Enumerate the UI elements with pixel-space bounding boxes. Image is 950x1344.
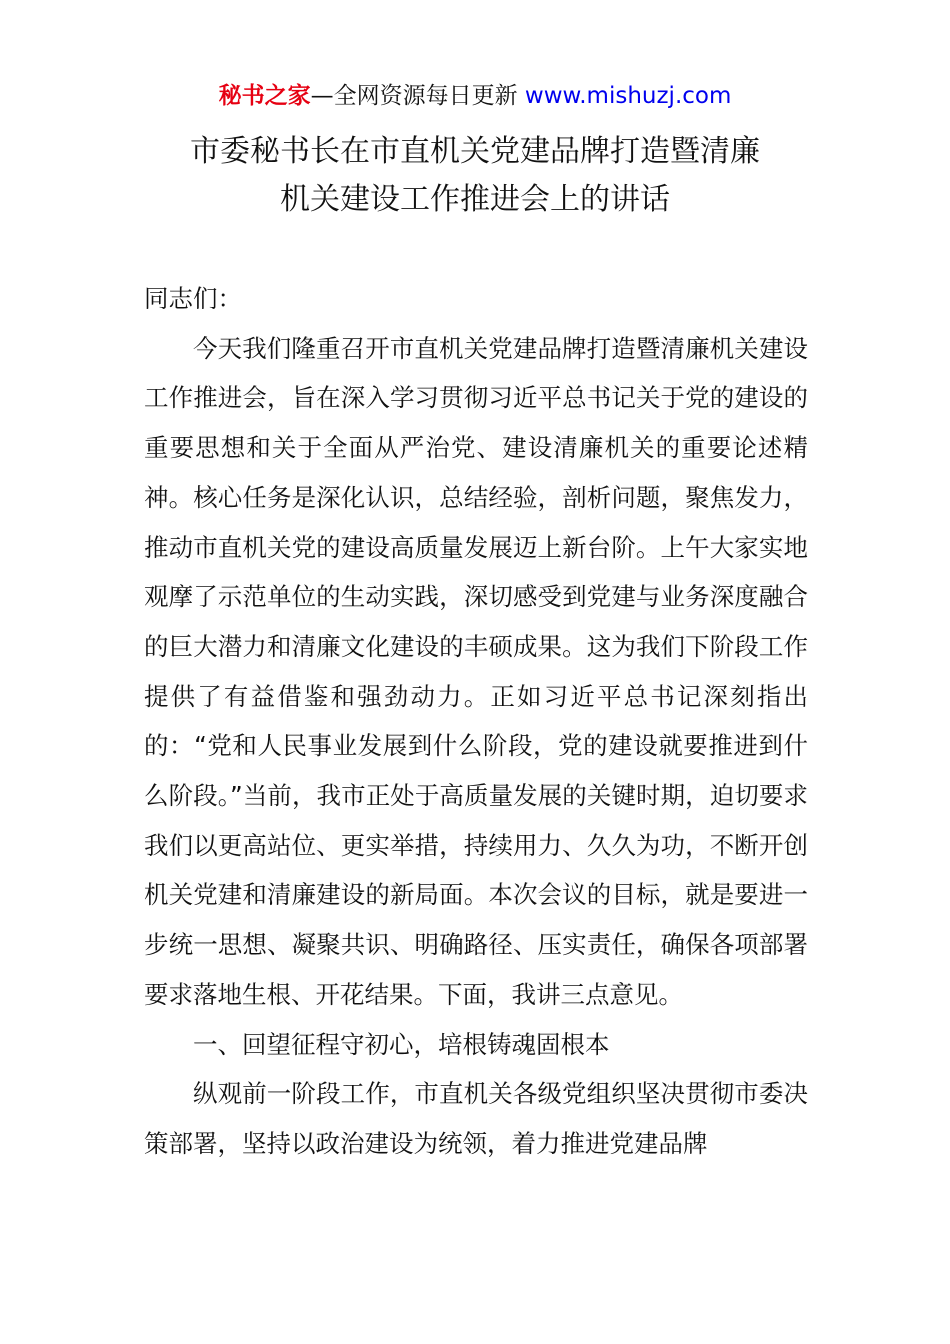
title-line-1: 市委秘书长在市直机关党建品牌打造暨清廉 bbox=[190, 134, 760, 169]
site-url-link[interactable]: www.mishuzj.com bbox=[524, 83, 732, 109]
section-1-paragraph: 纵观前一阶段工作，市直机关各级党组织坚决贯彻市委决策部署，坚持以政治建设为统领，着力推进党建品牌 bbox=[144, 1079, 808, 1158]
document-title bbox=[0, 128, 950, 224]
brand-name: 秘书之家 bbox=[218, 83, 311, 109]
section-heading-1: 一、回望征程守初心，培根铸魂固根本 bbox=[193, 1029, 610, 1059]
title-line-2: 机关建设工作推进会上的讲话 bbox=[280, 182, 670, 217]
document-body bbox=[144, 274, 808, 1169]
salutation: 同志们： bbox=[144, 284, 242, 313]
opening-paragraph: 今天我们隆重召开市直机关党建品牌打造暨清廉机关建设工作推进会，旨在深入学习贯彻习近平总书记关于党的建设的重要思想和关于全面从严治党、建设清廉机关的重要论述精神。核心任务是深化认识，总结经验，剖析问题，聚焦发力，推动市直机关党的建设高质量发展迈上新台阶。上午大家实地观摩了示范单位的生动实践，深切感受到党建与业务深度融合的巨大潜力和清廉文化建设的丰硕成果。这为我们下阶段工作提供了有益借鉴和强劲动力。正如习近平总书记深刻指出的：“党和人民事业发展到什么阶段，党的建设就要推进到什么阶段。”当前，我市正处于高质量发展的关键时期，迫切要求我们以更高站位、更实举措，持续用力、久久为功，不断开创机关党建和清廉建设的新局面。本次会议的目标，就是要进一步统一思想、凝聚共识、明确路径、压实责任，确保各项部署要求落地生根、开花结果。下面，我讲三点意见。 bbox=[144, 333, 808, 1009]
site-banner bbox=[0, 80, 950, 112]
brand-slogan: —全网资源每日更新 bbox=[310, 83, 518, 109]
